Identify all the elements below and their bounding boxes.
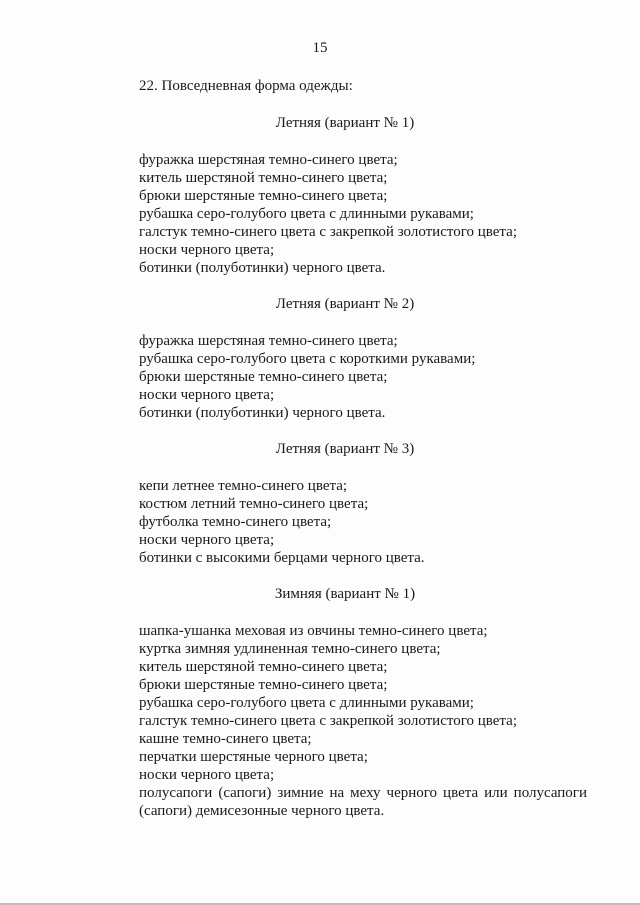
list-item: носки черного цвета; (139, 387, 275, 403)
list-item: костюм летний темно-синего цвета; (139, 496, 369, 512)
list-item: носки черного цвета; (139, 242, 275, 258)
list-item: ботинки (полуботинки) черного цвета. (139, 405, 386, 421)
list-item: футболка темно-синего цвета; (139, 514, 332, 530)
clause-heading: 22. Повседневная форма одежды: (139, 78, 353, 94)
section-title-winter-1: Зимняя (вариант № 1) (274, 586, 416, 602)
section-title-summer-1: Летняя (вариант № 1) (275, 115, 415, 131)
list-item: брюки шерстяные темно-синего цвета; (139, 369, 388, 385)
list-item: носки черного цвета; (139, 532, 275, 548)
list-item: брюки шерстяные темно-синего цвета; (139, 188, 388, 204)
list-item: ботинки с высокими берцами черного цвета. (139, 550, 425, 566)
list-item: рубашка серо-голубого цвета с короткими рукавами; (139, 351, 476, 367)
section-title-summer-2: Летняя (вариант № 2) (275, 296, 415, 312)
list-item: кашне темно-синего цвета; (139, 731, 312, 747)
list-item: куртка зимняя удлиненная темно-синего цвета; (139, 641, 441, 657)
document-body (103, 77, 587, 820)
list-item: китель шерстяной темно-синего цвета; (139, 170, 388, 186)
list-item: рубашка серо-голубого цвета с длинными рукавами; (139, 695, 474, 711)
item-list-summer-3 (103, 477, 587, 567)
list-item: фуражка шерстяная темно-синего цвета; (139, 152, 398, 168)
item-list-summer-2 (103, 332, 587, 422)
list-item: полусапоги (сапоги) зимние на меху черного цвета или полусапоги (сапоги) демисезонные черного цвета. (139, 785, 587, 819)
list-item: рубашка серо-голубого цвета с длинными рукавами; (139, 206, 474, 222)
list-item: шапка-ушанка меховая из овчины темно-синего цвета; (139, 623, 488, 639)
list-item: брюки шерстяные темно-синего цвета; (139, 677, 388, 693)
list-item: фуражка шерстяная темно-синего цвета; (139, 333, 398, 349)
item-list-winter-1 (103, 622, 587, 820)
list-item: китель шерстяной темно-синего цвета; (139, 659, 388, 675)
item-list-summer-1 (103, 151, 587, 277)
list-item: носки черного цвета; (139, 767, 275, 783)
section-title-summer-3: Летняя (вариант № 3) (275, 441, 415, 457)
list-item: перчатки шерстяные черного цвета; (139, 749, 368, 765)
list-item: галстук темно-синего цвета с закрепкой золотистого цвета; (139, 224, 517, 240)
list-item: кепи летнее темно-синего цвета; (139, 478, 348, 494)
list-item: галстук темно-синего цвета с закрепкой золотистого цвета; (139, 713, 517, 729)
page-number: 15 (312, 40, 328, 56)
list-item: ботинки (полуботинки) черного цвета. (139, 260, 386, 276)
